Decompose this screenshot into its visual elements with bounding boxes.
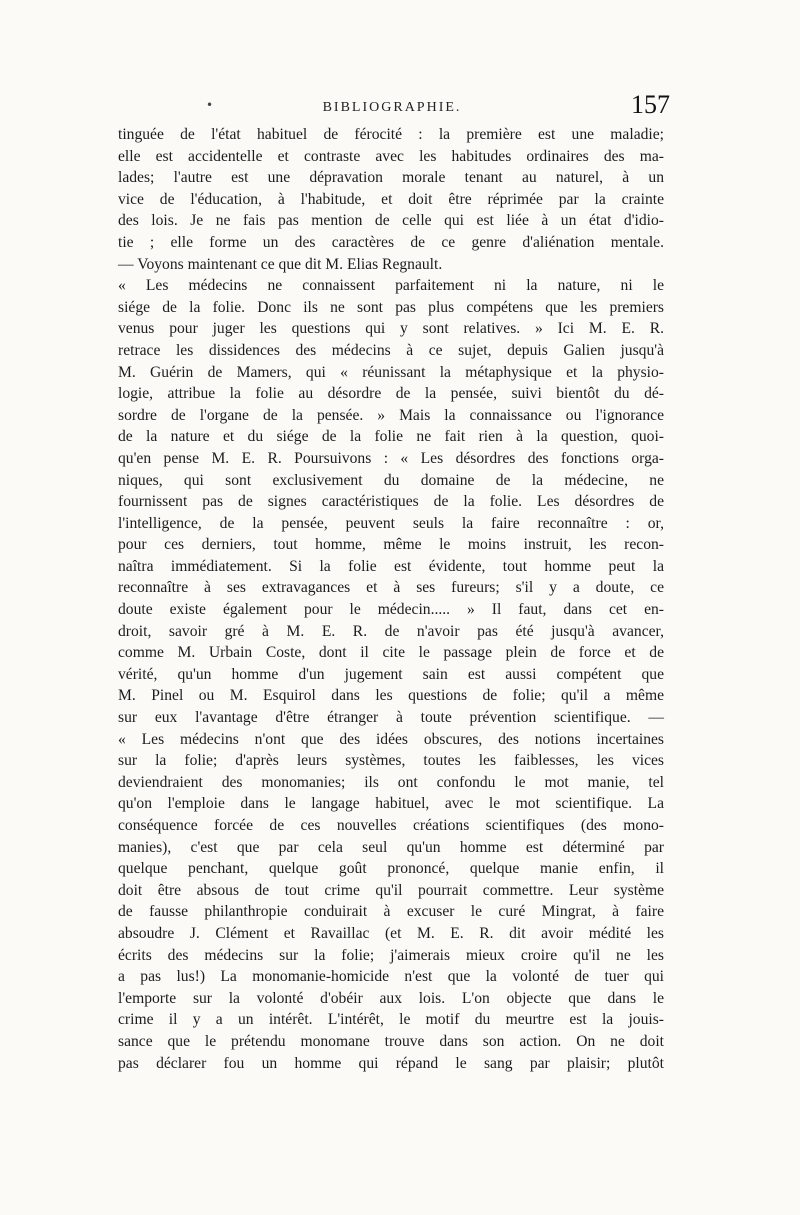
text-line: siége de la folie. Donc ils ne sont pas plus compétens que les premiers xyxy=(118,298,664,316)
text-line: sance que le prétendu monomane trouve dans son action. On ne doit xyxy=(118,1032,664,1050)
text-line: M. Guérin de Mamers, qui « réunissant la métaphysique et la physio- xyxy=(118,363,664,381)
text-line: niques, qui sont exclusivement du domaine de la médecine, ne xyxy=(118,471,664,489)
text-line: M. Pinel ou M. Esquirol dans les questions de folie; qu'il a même xyxy=(118,687,664,705)
text-line: — Voyons maintenant ce que dit M. Elias Regnault. xyxy=(118,255,443,273)
running-title: BIBLIOGRAPHIE. xyxy=(322,100,462,115)
text-line: vérité, qu'un homme d'un jugement sain est aussi compétent que xyxy=(118,665,664,683)
text-line: des lois. Je ne fais pas mention de celle qui est liée à un état d'idio- xyxy=(118,212,664,230)
body-text xyxy=(118,124,664,1074)
text-line: vice de l'éducation, à l'habitude, et doit être réprimée par la crainte xyxy=(118,190,664,208)
text-line: a pas lus!) La monomanie-homicide n'est que la volonté de tuer qui xyxy=(118,968,664,986)
text-line: « Les médecins ne connaissent parfaitement ni la nature, ni le xyxy=(118,277,664,295)
page-header xyxy=(118,90,670,120)
text-line: fournissent pas de signes caractéristiques de la folie. Les désordres de xyxy=(118,493,664,511)
text-line: l'emporte sur la volonté d'obéir aux lois. L'on objecte que dans le xyxy=(118,989,664,1007)
text-line: reconnaître à ses extravagances et à ses fureurs; s'il y a doute, ce xyxy=(118,579,664,597)
text-line: naîtra immédiatement. Si la folie est évidente, tout homme peut la xyxy=(118,557,664,575)
text-line: « Les médecins n'ont que des idées obscures, des notions incertaines xyxy=(118,730,664,748)
text-line: pour ces derniers, tout homme, même le moins instruit, les recon- xyxy=(118,536,664,554)
text-line: tinguée de l'état habituel de férocité : la première est une maladie; xyxy=(118,126,664,143)
text-line: retrace les dissidences des médecins à ce sujet, depuis Galien jusqu'à xyxy=(118,341,664,359)
text-line: conséquence forcée de ces nouvelles créations scientifiques (des mono- xyxy=(118,817,664,834)
text-line: doute existe également pour le médecin..... » Il faut, dans cet en- xyxy=(118,601,664,619)
header-ornament: • xyxy=(206,98,214,112)
text-line: pas déclarer fou un homme qui répand le sang par plaisir; plutôt xyxy=(118,1054,664,1072)
text-line: droit, savoir gré à M. E. R. de n'avoir pas été jusqu'à avancer, xyxy=(118,622,664,640)
text-line: de la nature et du siége de la folie ne fait rien à la question, quoi- xyxy=(118,428,664,446)
text-line: écrits des médecins sur la folie; j'aimerais mieux croire qu'il ne les xyxy=(118,946,664,964)
text-line: sordre de l'organe de la pensée. » Mais la connaissance ou l'ignorance xyxy=(118,406,664,424)
text-line: lades; l'autre est une dépravation morale tenant au naturel, à un xyxy=(118,169,664,187)
text-line: doit être absous de tout crime qu'il pourrait commettre. Leur système xyxy=(118,881,664,899)
text-line: deviendraient des monomanies; ils ont confondu le mot manie, tel xyxy=(118,773,664,791)
text-line: l'intelligence, de la pensée, peuvent seuls la faire reconnaître : or, xyxy=(118,514,664,532)
text-line: de fausse philanthropie conduirait à excuser le curé Mingrat, à faire xyxy=(118,903,664,921)
text-line: quelque penchant, quelque goût prononcé, quelque manie enfin, il xyxy=(118,860,664,878)
text-line: elle est accidentelle et contraste avec les habitudes ordinaires des ma- xyxy=(118,147,664,165)
page-number: 157 xyxy=(631,90,670,119)
text-line: logie, attribue la folie au désordre de la pensée, suivi bientôt du dé- xyxy=(118,385,664,403)
text-line: qu'on l'emploie dans le langage habituel, avec le mot scientifique. La xyxy=(118,795,664,813)
text-line: crime il y a un intérêt. L'intérêt, le motif du meurtre est la jouis- xyxy=(118,1011,664,1029)
text-line: sur eux l'avantage d'être étranger à toute prévention scientifique. — xyxy=(118,709,664,727)
text-line: manies), c'est que par cela seul qu'un homme est déterminé par xyxy=(118,838,664,856)
text-line: qu'en pense M. E. R. Poursuivons : « Les désordres des fonctions orga- xyxy=(118,449,664,467)
text-line: sur la folie; d'après leurs systèmes, toutes les faiblesses, les vices xyxy=(118,752,664,770)
text-line: venus pour juger les questions qui y sont relatives. » Ici M. E. R. xyxy=(118,320,664,338)
text-line: tie ; elle forme un des caractères de ce genre d'aliénation mentale. xyxy=(118,233,664,251)
text-line: comme M. Urbain Coste, dont il cite le passage plein de force et de xyxy=(118,644,664,662)
text-line: absoudre J. Clément et Ravaillac (et M. E. R. dit avoir médité les xyxy=(118,924,664,942)
